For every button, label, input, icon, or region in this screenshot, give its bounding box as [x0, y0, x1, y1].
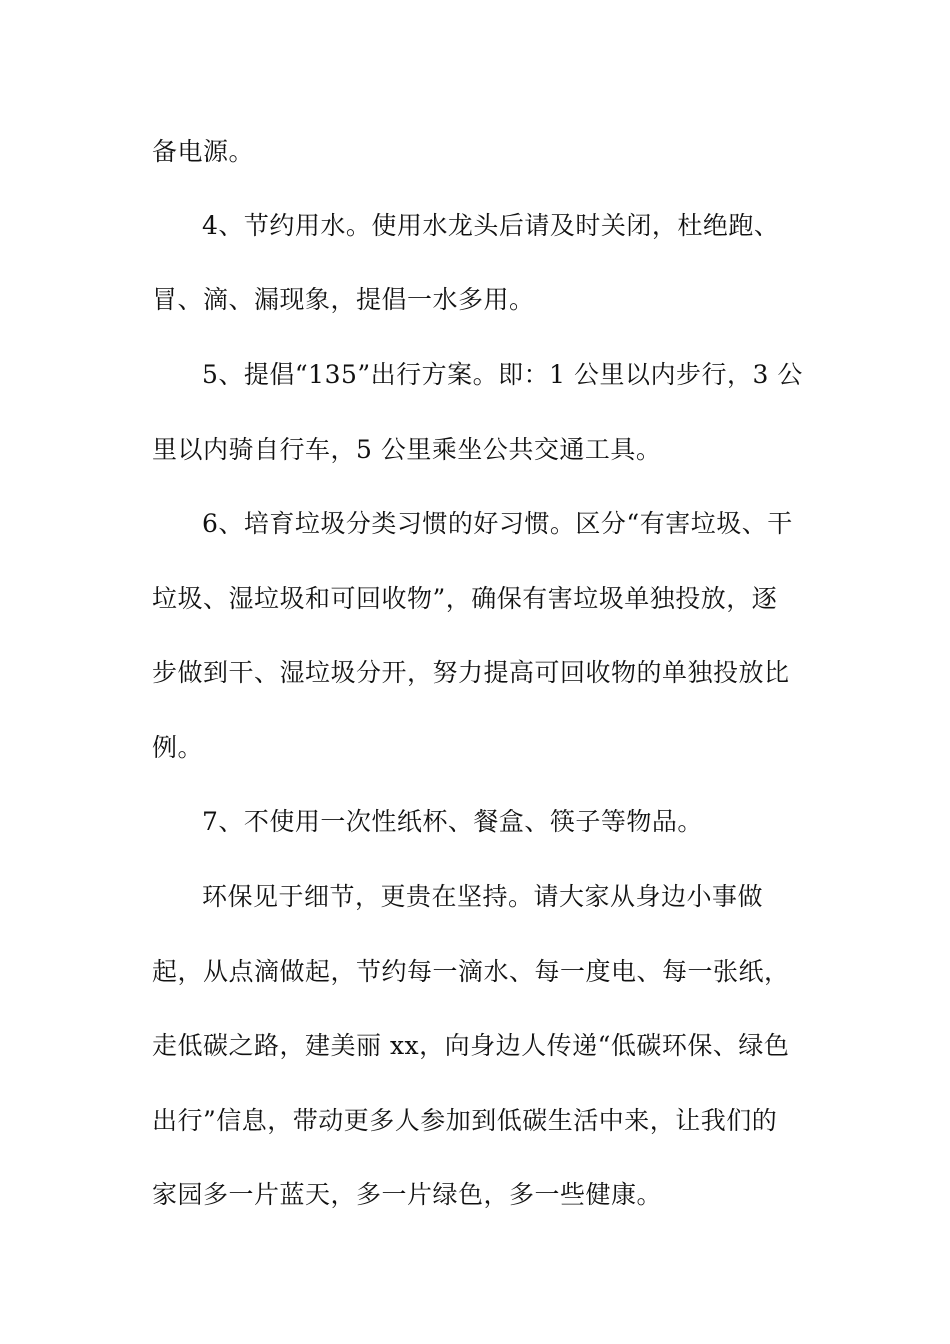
text-line-5: 里以内骑自行车，5 公里乘坐公共交通工具。	[152, 435, 662, 464]
text-line-4: 5、提倡“135”出行方案。即：1 公里以内步行，3 公	[202, 360, 803, 389]
text-line-10: 7、不使用一次性纸杯、餐盒、筷子等物品。	[202, 807, 703, 836]
text-line-14: 出行”信息，带动更多人参加到低碳生活中来，让我们的	[152, 1106, 778, 1135]
text-line-12: 起，从点滴做起，节约每一滴水、每一度电、每一张纸，	[152, 957, 790, 986]
text-line-8: 步做到干、湿垃圾分开，努力提高可回收物的单独投放比	[152, 658, 790, 687]
text-line-7: 垃圾、湿垃圾和可回收物”，确保有害垃圾单独投放，逐	[152, 584, 778, 613]
text-line-2: 4、节约用水。使用水龙头后请及时关闭，杜绝跑、	[202, 211, 780, 240]
text-line-11: 环保见于细节，更贵在坚持。请大家从身边小事做	[202, 882, 764, 911]
text-line-3: 冒、滴、漏现象，提倡一水多用。	[152, 285, 535, 314]
text-line-1: 备电源。	[152, 137, 255, 166]
text-line-9: 例。	[152, 733, 204, 762]
text-line-13: 走低碳之路，建美丽 xx，向身边人传递“低碳环保、绿色	[152, 1031, 790, 1060]
text-line-15: 家园多一片蓝天，多一片绿色，多一些健康。	[152, 1180, 663, 1209]
text-line-6: 6、培育垃圾分类习惯的好习惯。区分“有害垃圾、干	[202, 509, 793, 538]
